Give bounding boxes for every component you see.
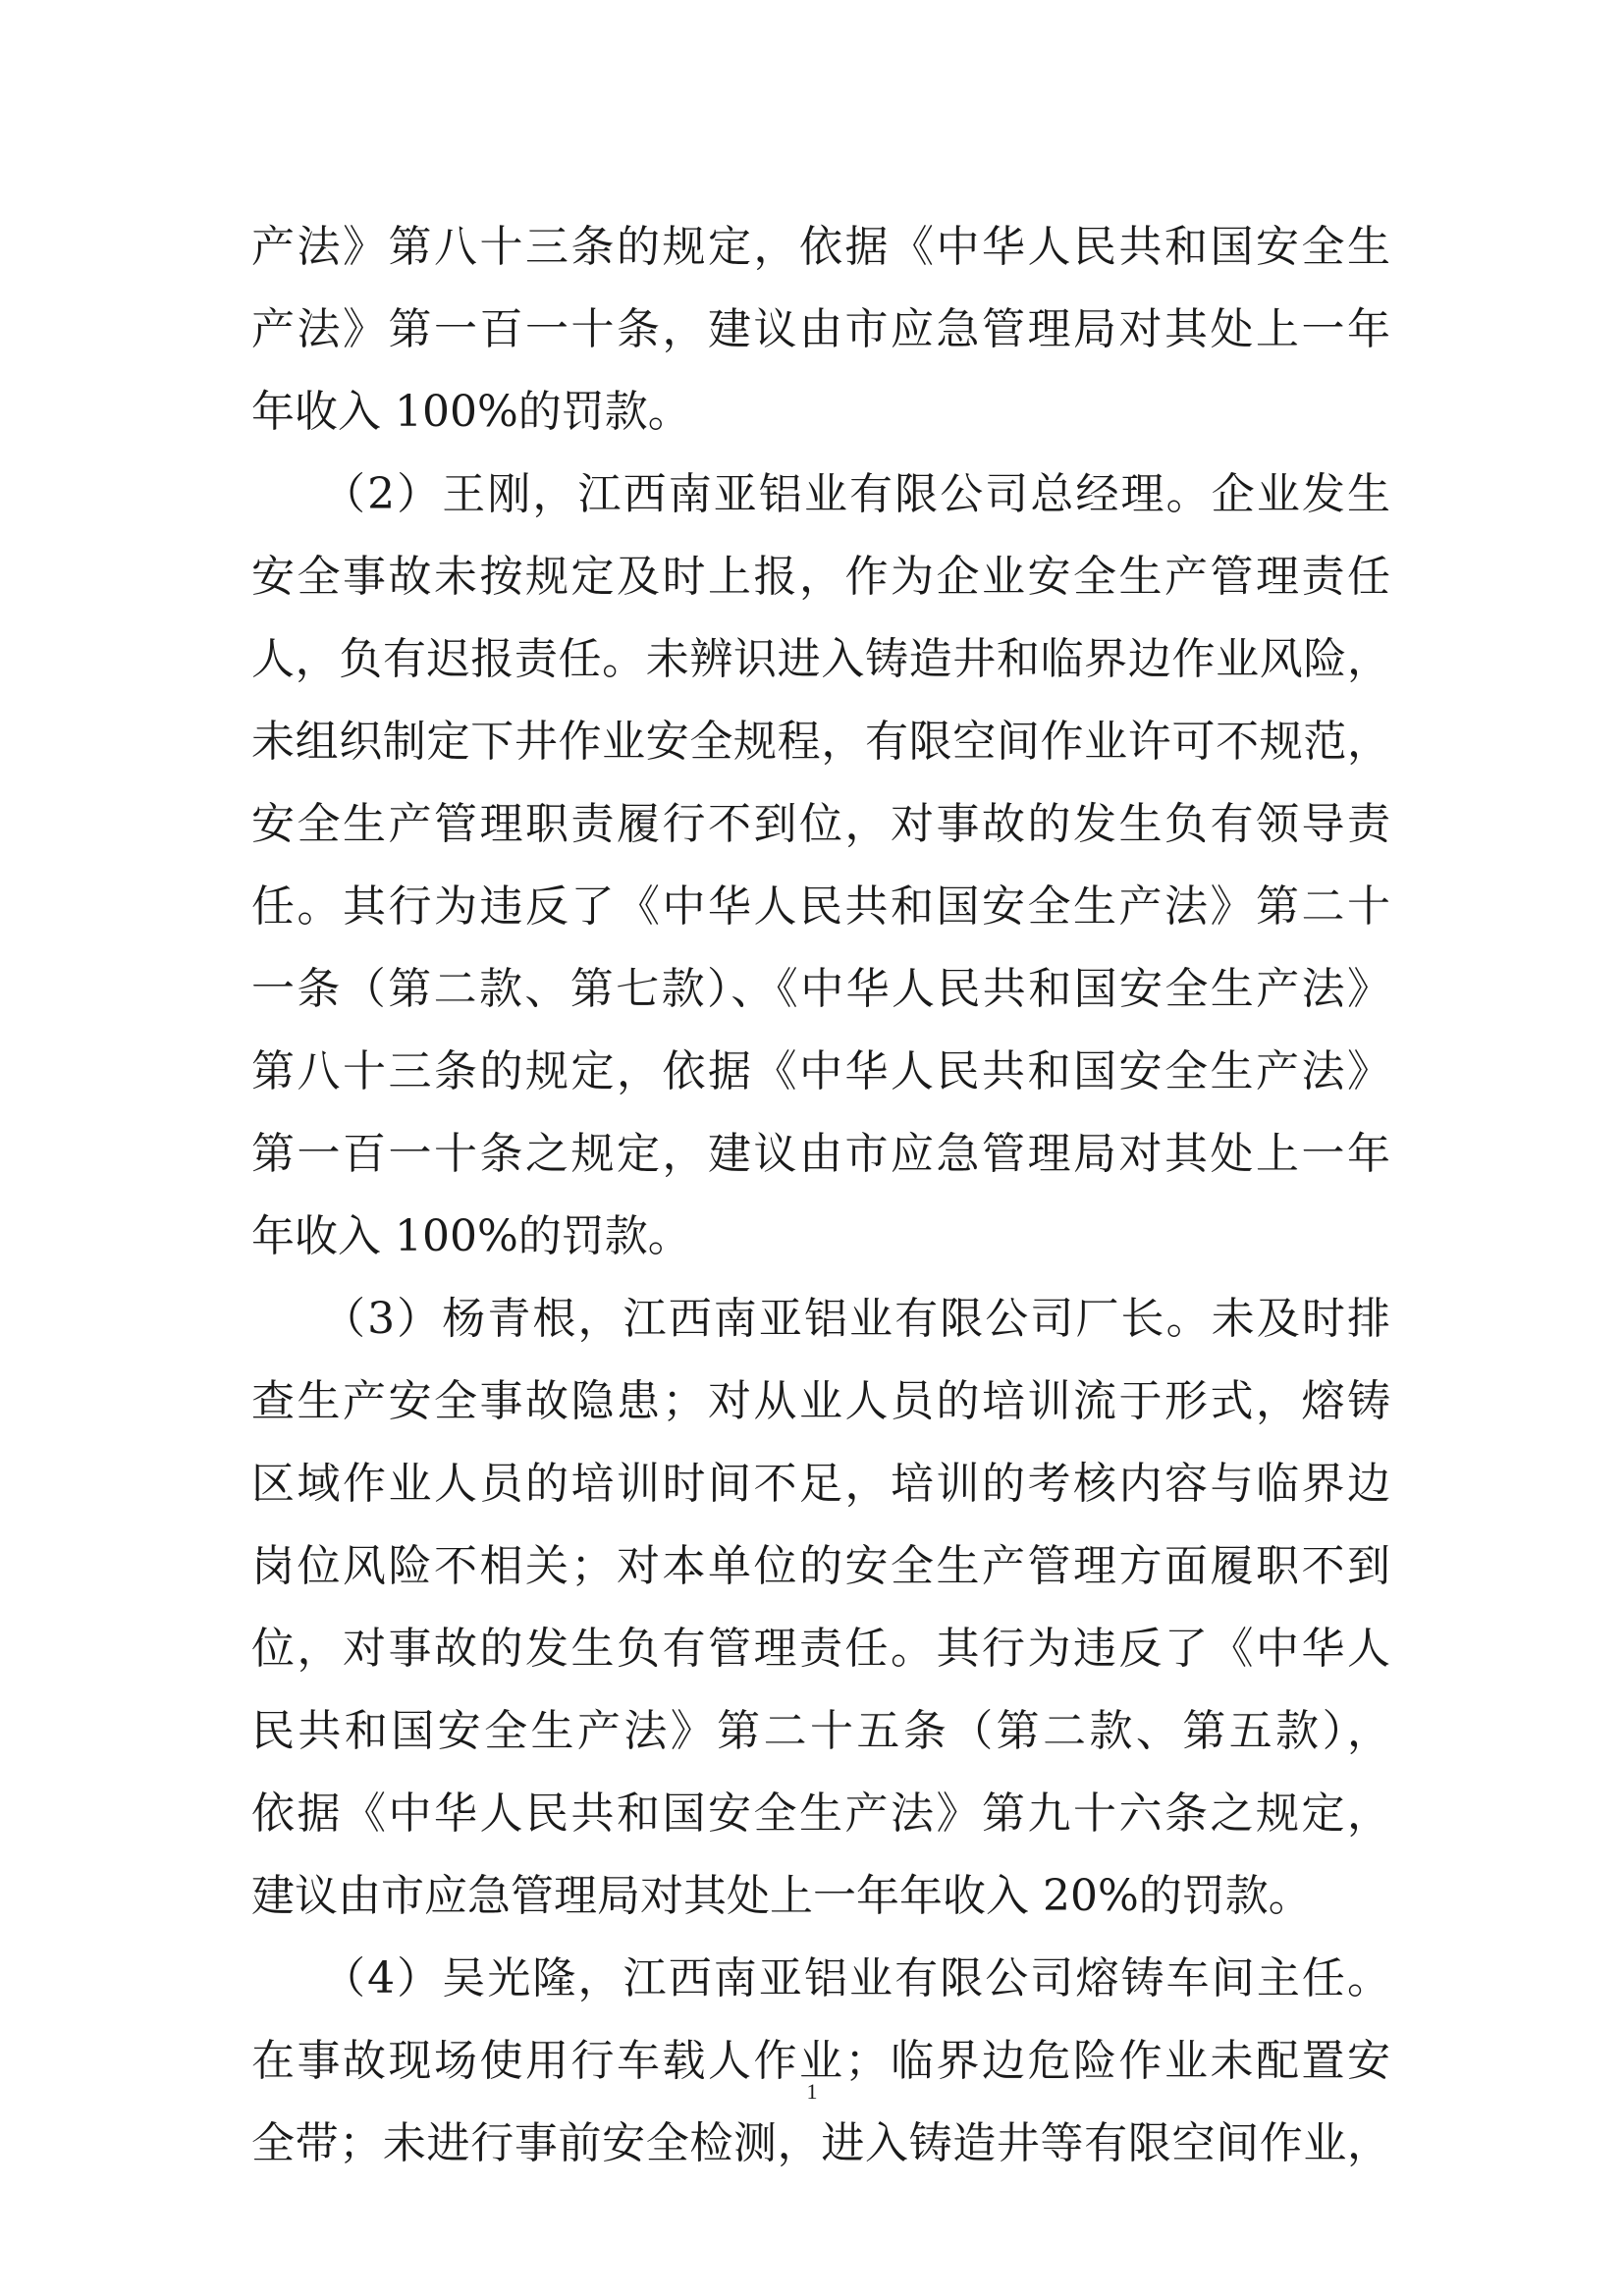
- text-line: （4）吴光隆，江西南亚铝业有限公司熔铸车间主任。: [322, 1953, 1390, 2003]
- text-line: （2）王刚，江西南亚铝业有限公司总经理。企业发生: [322, 469, 1390, 519]
- body-text: [251, 206, 1390, 2185]
- page-number: 1: [806, 2079, 818, 2104]
- text-line: 第一百一十条之规定，建议由市应急管理局对其处上一年: [251, 1129, 1390, 1179]
- text-line: 产法》第八十三条的规定，依据《中华人民共和国安全生: [251, 222, 1390, 272]
- text-line: 民共和国安全生产法》第二十五条（第二款、第五款），: [251, 1706, 1390, 1756]
- text-line: 任。其行为违反了《中华人民共和国安全生产法》第二十: [251, 881, 1390, 932]
- text-line: 安全事故未按规定及时上报，作为企业安全生产管理责任: [251, 552, 1390, 602]
- text-line: 依据《中华人民共和国安全生产法》第九十六条之规定，: [251, 1789, 1390, 1839]
- text-line: 区域作业人员的培训时间不足，培训的考核内容与临界边: [251, 1459, 1390, 1509]
- text-line: 第八十三条的规定，依据《中华人民共和国安全生产法》: [251, 1046, 1390, 1096]
- text-line: 在事故现场使用行车载人作业；临界边危险作业未配置安: [251, 2036, 1390, 2086]
- text-line: 岗位风险不相关；对本单位的安全生产管理方面履职不到: [251, 1541, 1390, 1591]
- text-line: 人，负有迟报责任。未辨识进入铸造井和临界边作业风险，: [251, 634, 1390, 684]
- text-line: （3）杨青根，江西南亚铝业有限公司厂长。未及时排: [322, 1294, 1390, 1344]
- text-line: 一条（第二款、第七款）、《中华人民共和国安全生产法》: [251, 964, 1390, 1014]
- text-line: 年收入 100%的罚款。: [251, 387, 691, 437]
- text-line: 未组织制定下井作业安全规程，有限空间作业许可不规范，: [251, 717, 1390, 767]
- text-line: 查生产安全事故隐患；对从业人员的培训流于形式，熔铸: [251, 1376, 1390, 1426]
- text-line: 全带；未进行事前安全检测，进入铸造井等有限空间作业，: [251, 2118, 1390, 2168]
- text-line: 年收入 100%的罚款。: [251, 1211, 691, 1261]
- text-line: 产法》第一百一十条，建议由市应急管理局对其处上一年: [251, 304, 1390, 354]
- text-line: 安全生产管理职责履行不到位，对事故的发生负有领导责: [251, 799, 1390, 849]
- text-line: 建议由市应急管理局对其处上一年年收入 20%的罚款。: [251, 1871, 1312, 1921]
- text-line: 位，对事故的发生负有管理责任。其行为违反了《中华人: [251, 1624, 1390, 1674]
